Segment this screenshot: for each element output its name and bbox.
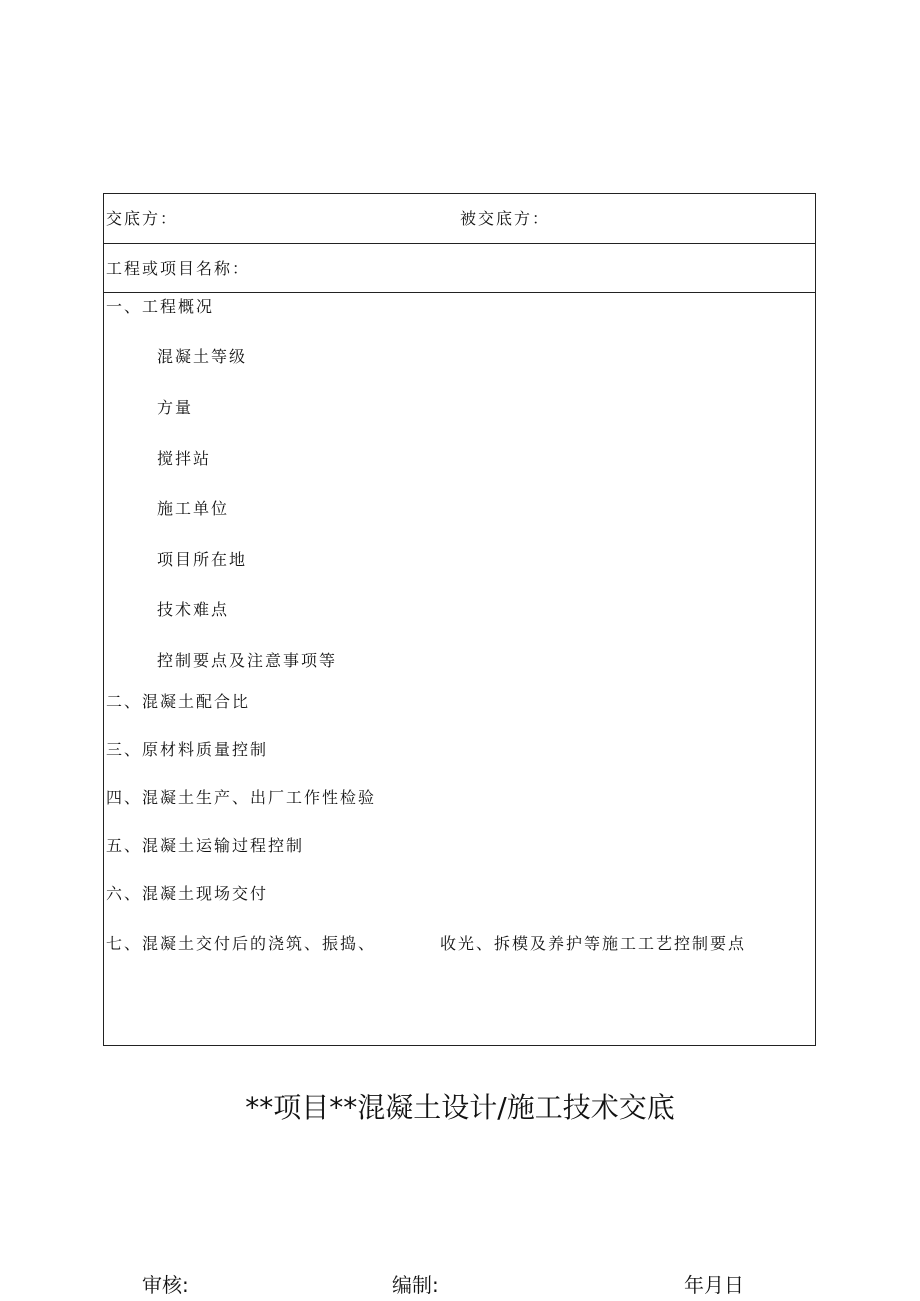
section-heading: 三、原材料质量控制 <box>106 740 269 759</box>
section-heading: 二、混凝土配合比 <box>106 692 251 711</box>
overview-subitem: 混凝土等级 <box>157 347 248 366</box>
overview-subitem: 施工单位 <box>157 499 230 518</box>
overview-subitem: 控制要点及注意事项等 <box>157 651 338 670</box>
overview-subitem: 搅拌站 <box>157 449 212 468</box>
compile-label: 编制: <box>392 1273 439 1297</box>
document-title: **项目**混凝土设计/施工技术交底 <box>245 1091 675 1124</box>
date-label: 年月日 <box>684 1273 744 1297</box>
receiving-party-label: 被交底方： <box>460 209 551 228</box>
project-name-label: 工程或项目名称： <box>106 259 251 278</box>
section-heading: 五、混凝土运输过程控制 <box>106 836 305 855</box>
overview-subitem: 方量 <box>157 398 194 417</box>
handover-form-table <box>103 193 816 1046</box>
section-heading-continuation: 收光、拆模及养护等施工工艺控制要点 <box>440 934 747 953</box>
section-heading: 四、混凝土生产、出厂工作性检验 <box>106 788 377 807</box>
parties-row <box>104 194 815 244</box>
review-label: 审核: <box>142 1273 189 1297</box>
section-heading: 六、混凝土现场交付 <box>106 884 269 903</box>
overview-subitem: 技术难点 <box>157 600 230 619</box>
section-heading: 七、混凝土交付后的浇筑、振捣、 <box>106 934 377 953</box>
overview-subitem: 项目所在地 <box>157 550 248 569</box>
section-heading: 一、工程概况 <box>106 297 215 316</box>
handover-party-label: 交底方： <box>106 209 179 228</box>
project-name-row <box>104 244 815 293</box>
